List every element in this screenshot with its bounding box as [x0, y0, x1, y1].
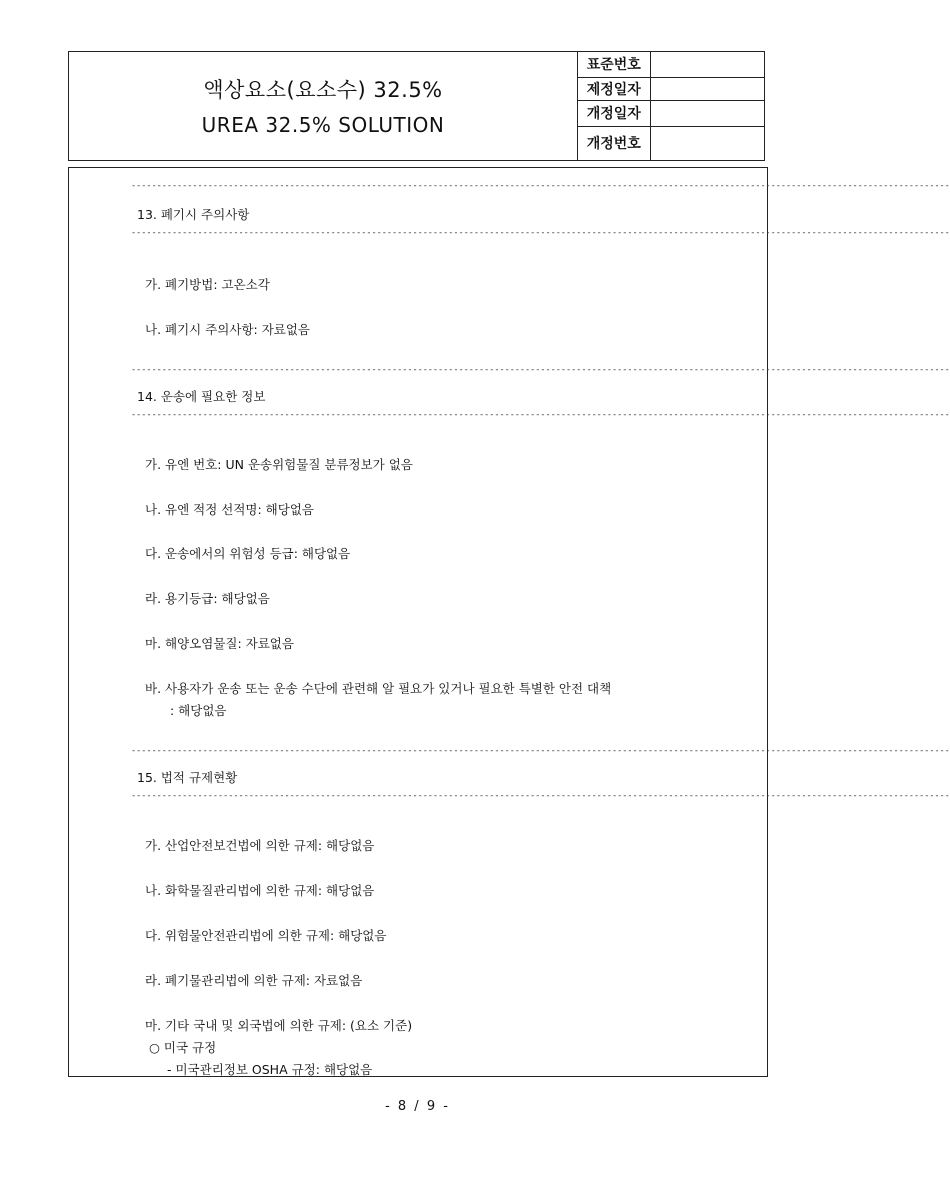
document-body	[68, 167, 950, 1077]
section-15-item: 라. 폐기물관리법에 의한 규제: 자료없음	[145, 973, 363, 988]
meta-row-revision-number	[578, 126, 764, 160]
section-15-item: 나. 화학물질관리법에 의한 규제: 해당없음	[145, 883, 375, 898]
meta-value	[650, 77, 764, 100]
section-14-item: 마. 해양오염물질: 자료없음	[145, 636, 294, 651]
meta-label: 개정번호	[578, 126, 650, 160]
dashed-divider: ----------------------------------------------------------------------------------------------------------------------------------------------------------------	[131, 410, 950, 420]
meta-row-enactment-date	[578, 77, 764, 100]
section-14-item: 바. 사용자가 운송 또는 운송 수단에 관련해 알 필요가 있거나 필요한 특별한 안전 대책	[145, 681, 612, 696]
section-13-item: 나. 폐기시 주의사항: 자료없음	[145, 322, 311, 337]
section-14-item: 가. 유엔 번호: UN 운송위험물질 분류정보가 없음	[145, 457, 413, 472]
dashed-divider: ----------------------------------------------------------------------------------------------------------------------------------------------------------------	[131, 365, 950, 375]
meta-row-standard-number	[578, 52, 764, 77]
osha-regulation-line: - 미국관리정보 OSHA 규정: 해당없음	[167, 1062, 373, 1077]
section-14-heading: 14. 운송에 필요한 정보	[137, 389, 266, 404]
dashed-divider: ----------------------------------------------------------------------------------------------------------------------------------------------------------------	[131, 746, 950, 756]
meta-label: 개정일자	[578, 100, 650, 126]
section-14-item-continuation: : 해당없음	[170, 703, 227, 718]
dashed-divider: ----------------------------------------------------------------------------------------------------------------------------------------------------------------	[131, 228, 950, 238]
meta-value	[650, 100, 764, 126]
meta-value	[650, 126, 764, 160]
document-meta-table	[578, 52, 764, 160]
page-number: - 8 / 9 -	[385, 1099, 450, 1114]
meta-label: 제정일자	[578, 77, 650, 100]
product-title-english: UREA 32.5% SOLUTION	[201, 113, 445, 137]
meta-label: 표준번호	[578, 52, 650, 77]
section-13-heading: 13. 폐기시 주의사항	[137, 207, 250, 222]
section-15-item: 다. 위험물안전관리법에 의한 규제: 해당없음	[145, 928, 387, 943]
section-14-item: 라. 용기등급: 해당없음	[145, 591, 270, 606]
section-13-item: 가. 폐기방법: 고온소각	[145, 277, 270, 292]
dashed-divider: ----------------------------------------------------------------------------------------------------------------------------------------------------------------	[131, 791, 950, 801]
section-15-heading: 15. 법적 규제현황	[137, 770, 238, 785]
meta-row-revision-date	[578, 100, 764, 126]
section-15-item: 가. 산업안전보건법에 의한 규제: 해당없음	[145, 838, 375, 853]
section-14-item: 나. 유엔 적정 선적명: 해당없음	[145, 502, 314, 517]
section-15-item: 마. 기타 국내 및 외국법에 의한 규제: (요소 기준)	[145, 1018, 413, 1033]
title-area	[69, 52, 578, 160]
dashed-divider: ----------------------------------------------------------------------------------------------------------------------------------------------------------------	[131, 181, 950, 191]
document-header	[68, 51, 765, 161]
section-14-item: 다. 운송에서의 위험성 등급: 해당없음	[145, 546, 351, 561]
meta-value	[650, 52, 764, 77]
us-regulation-heading: ○ 미국 규정	[149, 1040, 217, 1055]
product-title-korean: 액상요소(요소수) 32.5%	[203, 78, 443, 102]
